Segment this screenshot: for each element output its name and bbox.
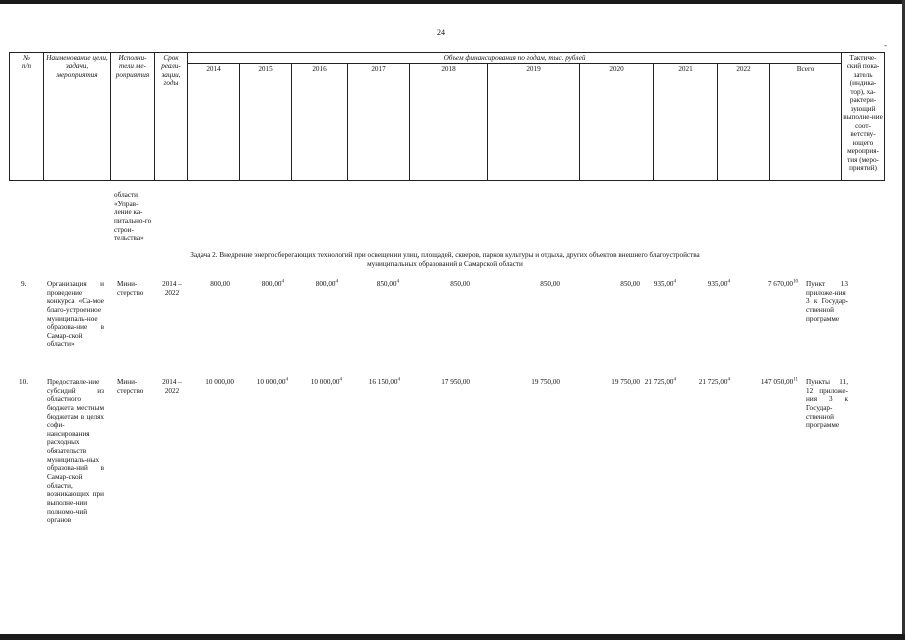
- row-value-2016: 800,00$^4$: [315, 279, 338, 288]
- row-value-2020: 850,00: [620, 280, 640, 288]
- row-value-2022: 21 725,00$^4$: [698, 377, 730, 386]
- header-year-2020: 2020: [580, 64, 654, 181]
- row-term: 2014 – 2022: [162, 280, 182, 297]
- row-indicator: Пункт 13 приложе-ния 3 к Государ-ственной программе: [806, 280, 848, 323]
- scan-mark: -: [884, 40, 887, 50]
- row-value-2022: 935,00$^4$: [707, 279, 730, 288]
- row-value-2018: 17 950,00: [441, 378, 470, 386]
- row-value-total: 7 670,00$^{10}$: [767, 279, 798, 288]
- scan-top-edge: [0, 0, 905, 4]
- header-term: Срок реали-зации, годы: [155, 53, 188, 181]
- row-indicator: Пункты 11, 12 приложе-ния 3 к Государ-ственной программе: [806, 378, 848, 430]
- row-number: 10.: [19, 378, 28, 386]
- header-year-2014: 2014: [188, 64, 240, 181]
- row-executor: Мини-стерство: [117, 378, 144, 395]
- row-value-total: 147 050,00$^{11}$: [760, 377, 798, 386]
- header-year-total: Всего: [770, 64, 842, 181]
- header-year-2021: 2021: [654, 64, 718, 181]
- task-2-heading: [40, 251, 850, 268]
- page-number: 24: [437, 28, 445, 37]
- scan-bottom-edge: [0, 634, 905, 640]
- header-financing-title: Объем финансирования по годам, тыс. рублей: [188, 53, 842, 64]
- header-num: № п/п: [10, 53, 44, 181]
- row-executor: Мини-стерство: [117, 280, 144, 297]
- task-2-line-1: Задача 2. Внедрение энергосберегающих технологий при освещении улиц, площадей, скверов, парков культуры и отдыха, других объектов внешнего благоустройства: [190, 251, 700, 259]
- row-value-2018: 850,00: [450, 280, 470, 288]
- row-term: 2014 – 2022: [162, 378, 182, 395]
- row-value-2015: 10 000,00$^4$: [256, 377, 288, 386]
- header-year-2022: 2022: [718, 64, 770, 181]
- financing-table-header: [9, 52, 885, 181]
- row-number: 9.: [21, 280, 27, 288]
- row-value-2021: 21 725,00$^4$: [644, 377, 676, 386]
- header-year-2016: 2016: [292, 64, 348, 181]
- row-value-2021: 935,00$^4$: [653, 279, 676, 288]
- task-2-line-2: муниципальных образований в Самарской области: [367, 259, 523, 268]
- header-year-2015: 2015: [240, 64, 292, 181]
- header-indicator: Тактиче-ский пока-затель (индика-тор), ха-рактери-зующий выполне-ние соот-ветству-ющего мероприя-тия (меро-приятий): [842, 53, 885, 181]
- row-value-2015: 800,00$^4$: [261, 279, 284, 288]
- row-value-2016: 10 000,00$^4$: [310, 377, 342, 386]
- header-executors: Исполни-тели ме-роприятия: [111, 53, 155, 181]
- row-value-2014: 800,00: [210, 280, 230, 288]
- row-value-2017: 16 150,00$^4$: [368, 377, 400, 386]
- row-value-2014: 10 000,00: [205, 378, 234, 386]
- row-name: Предоставле-ние субсидий из областного бюджета местным бюджетам в целях софи-нансирования расходных обязательств муниципаль-ных образова-ний в Самар-ской области, возникающих при выполне-нии полномо-чий органов: [47, 378, 104, 525]
- row-value-2017: 850,00$^4$: [376, 279, 399, 288]
- row-value-2019: 19 750,00: [531, 378, 560, 386]
- executor-continuation: области «Управ-ление ка-питально-го строи-тельства»: [114, 191, 152, 243]
- row-value-2020: 19 750,00: [611, 378, 640, 386]
- header-name: Наименование цели, задачи, мероприятия: [44, 53, 111, 181]
- row-value-2019: 850,00: [540, 280, 560, 288]
- header-year-2017: 2017: [348, 64, 410, 181]
- header-year-2018: 2018: [410, 64, 488, 181]
- row-name: Организация и проведение конкурса «Са-мое благо-устроенное муниципаль-ное образова-ние в Самар-ской области»: [47, 280, 104, 349]
- header-year-2019: 2019: [488, 64, 580, 181]
